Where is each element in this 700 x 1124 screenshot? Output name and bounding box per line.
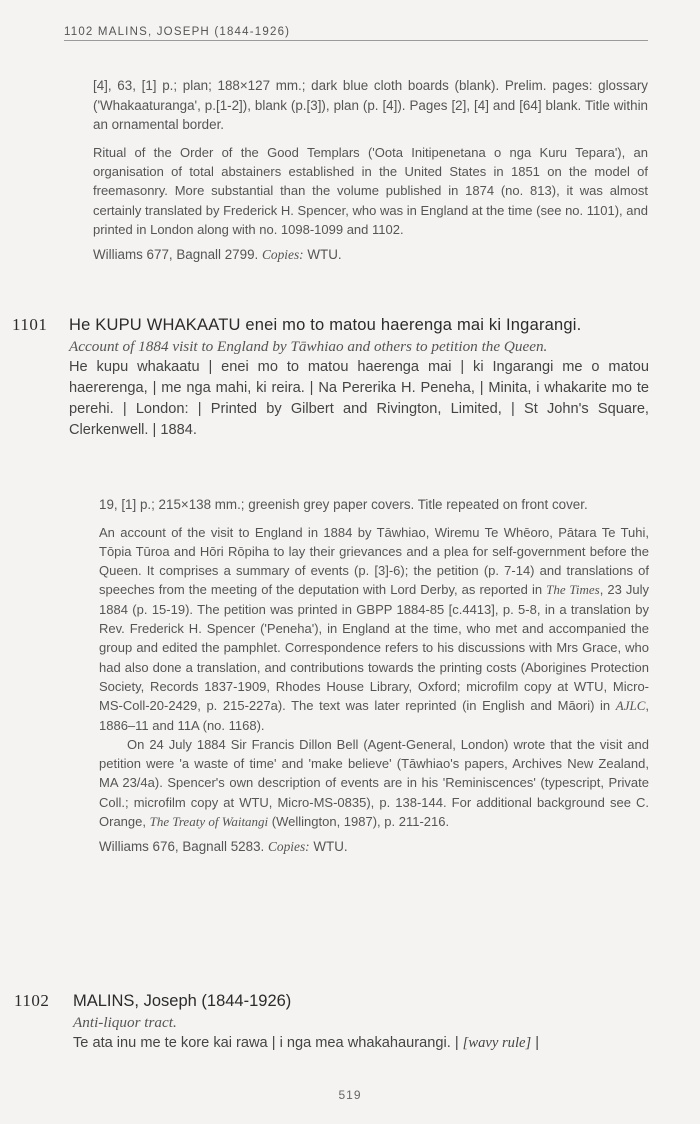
prev-collation: [4], 63, [1] p.; plan; 188×127 mm.; dark blue cloth boards (blank). Prelim. pages: glossary ('Whakaaturanga', p.[1-2]), blank (p.[3]), plan (p. [4]). Pages [2], [4] and [64] blank. Title within an ornamental border. bbox=[93, 78, 648, 133]
entry-1101-copies-label: Copies: bbox=[267, 839, 310, 855]
note-1-part-b: , 23 July 1884 (p. 15-19). The petition was printed in GBPP 1884-85 [c.4413], p. 5-8, in a translation by Rev. Frederick H. Spencer ('Peneha'), in England at the time, who met and accompanied the group and edited the pamphlet. Correspondence refers to his discussions with Mrs Grace, who had also done a translation, and contributions towards the printing costs (Aborigines Protection Society, Records 1837-1909, Rhodes House Library, Oxford; microfilm copy at WTU, Micro-MS-Coll-20-2429, p. 215-227a). The text was later reprinted (in English and Māori) in bbox=[99, 582, 649, 714]
entry-1102-transcription-text: Te ata inu me te kore kai rawa | i nga mea whakahaurangi. | bbox=[73, 1035, 463, 1051]
entry-1102-title: MALINS, Joseph bbox=[73, 992, 197, 1010]
entry-1101-transcription: He kupu whakaatu | enei mo to matou haerenga mai | ki Ingarangi me o matou haererenga, | me nga mahi, ki reira. | Na Pererika H. Peneha, | Minita, i whakarite mo te perehi. | London: | Printed by Gilbert and Rivington, Limited, | St John's Square, Clerkenwell. | 1884. bbox=[69, 359, 649, 438]
prev-copies: WTU. bbox=[307, 247, 342, 263]
entry-1101-subtitle: Account of 1884 visit to England by Tāwhiao and others to petition the Queen. bbox=[69, 338, 548, 355]
prev-refs-text: Williams 677, Bagnall 2799. bbox=[93, 247, 259, 263]
entry-1102-subtitle: Anti-liquor tract. bbox=[73, 1014, 177, 1031]
note-1-ajlc: AJLC bbox=[615, 698, 646, 714]
note-1-part-c: , 1886–11 and 11A (no. 1168). bbox=[99, 698, 649, 733]
note-2-book-title: The Treaty of Waitangi bbox=[149, 814, 269, 830]
entry-1101-refs-text: Williams 676, Bagnall 5283. bbox=[99, 839, 265, 855]
entry-1101-note-2 bbox=[99, 735, 649, 831]
entry-1101 bbox=[69, 313, 649, 441]
entry-1101-title: He KUPU WHAKAATU enei mo to matou haerenga mai ki Ingarangi. bbox=[69, 316, 582, 334]
prev-copies-label: Copies: bbox=[261, 247, 304, 263]
entry-1102-wavy-rule: [wavy rule] bbox=[462, 1035, 532, 1051]
entry-1101-collation: 19, [1] p.; 215×138 mm.; greenish grey paper covers. Title repeated on front cover. bbox=[99, 497, 588, 512]
entry-1102 bbox=[73, 989, 649, 1054]
entry-1101-copies: WTU. bbox=[313, 839, 348, 855]
previous-entry bbox=[93, 76, 648, 263]
entry-1102-transcription-end: | bbox=[531, 1035, 540, 1051]
entry-1101-note-1 bbox=[99, 523, 649, 735]
note-1-part-a: An account of the visit to England in 1884 by Tāwhiao, Wiremu Te Whēoro, Pātara Te Tuhi, Tōpia Tūroa and Hōri Rōpiha to lay their grievances and a plea for self-government before the Queen. It comprises a summary of events (p. [3]-6); the petition (p. 7-14) and translations of speeches from the meeting of the deputation with Lord Derby, as reported in bbox=[99, 524, 649, 598]
page-number: 519 bbox=[338, 1088, 362, 1102]
note-1-times-title: The Times bbox=[546, 582, 600, 598]
note-2-part-b: (Wellington, 1987), p. 211-216. bbox=[268, 814, 450, 830]
entry-1102-transcription bbox=[73, 1033, 649, 1054]
entry-1102-dates: (1844-1926) bbox=[201, 992, 292, 1010]
entry-number-1101: 1101 bbox=[12, 315, 48, 334]
entry-1102-heading bbox=[73, 989, 649, 1013]
entry-1101-details bbox=[99, 495, 649, 855]
entry-number-1102: 1102 bbox=[14, 991, 50, 1010]
note-2-part-a: On 24 July 1884 Sir Francis Dillon Bell (Agent-General, London) wrote that the visit and petition were 'a waste of time' and 'make believe' (Tāwhiao's papers, Archives New Zealand, MA 23/4a). Spencer's own description of events are in his 'Reminiscences' (typescript, Private Coll.; microfilm copy at WTU, Micro-MS-0835), p. 138-144. For additional background see C. Orange, bbox=[99, 736, 649, 830]
entry-1101-references bbox=[99, 839, 649, 855]
running-head: 1102 MALINS, JOSEPH (1844-1926) bbox=[64, 26, 648, 41]
prev-references bbox=[93, 247, 648, 263]
prev-note: Ritual of the Order of the Good Templars ('Oota Initipenetana o nga Kuru Tepara'), an organisation of total abstainers established in the United States in 1851 on the model of freemasonry. More substantial than the volume published in 1874 (no. 813), it was almost certainly translated by Frederick H. Spencer, who was in England at the time (see no. 1101), and printed in London along with no. 1098-1099 and 1102. bbox=[93, 144, 648, 237]
